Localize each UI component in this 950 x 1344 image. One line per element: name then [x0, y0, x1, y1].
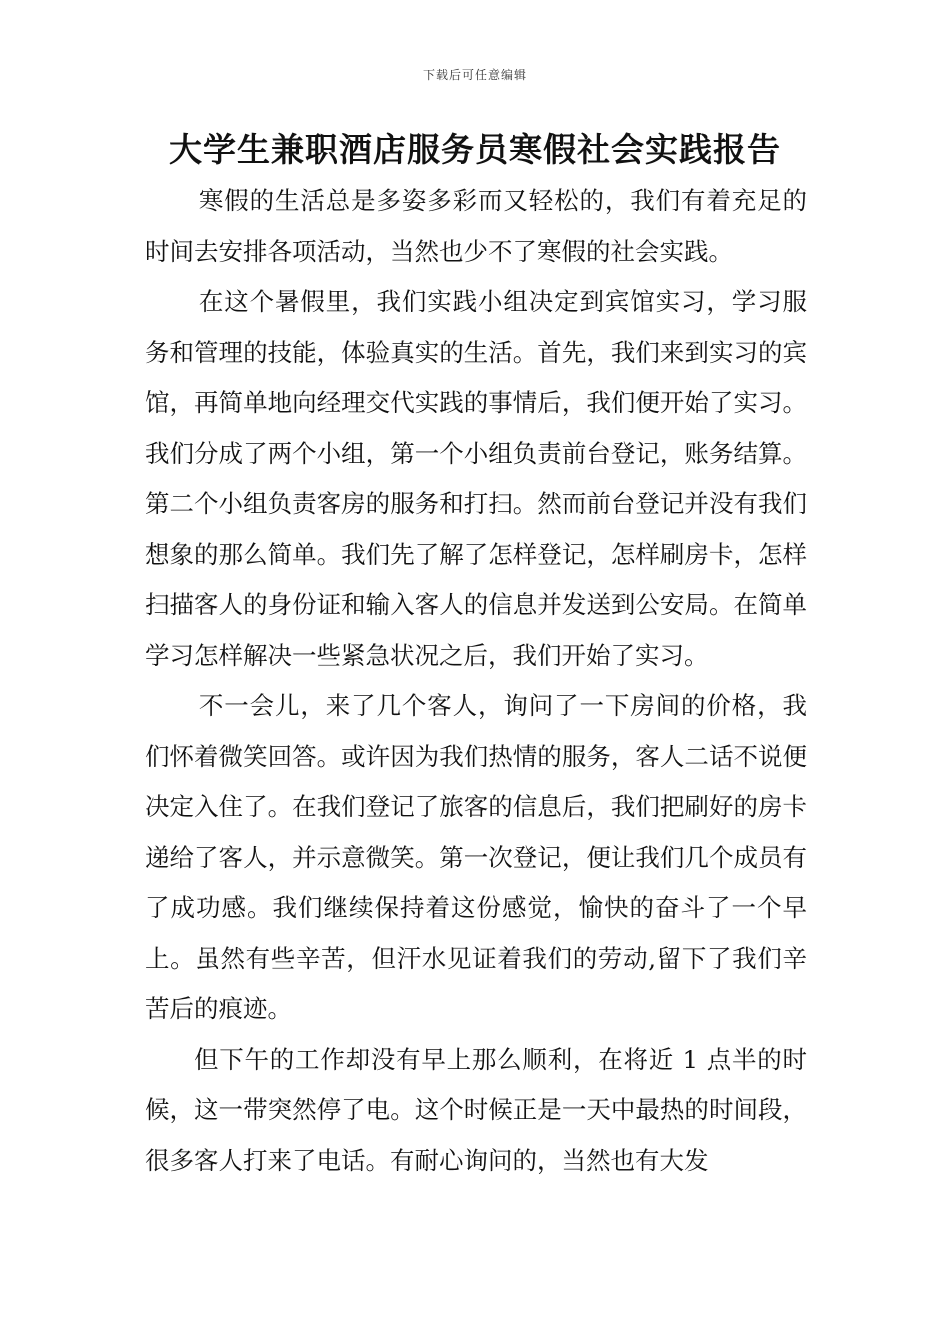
paragraph-1: 寒假的生活总是多姿多彩而又轻松的，我们有着充足的时间去安排各项活动，当然也少不了寒假的社会实践。 — [145, 186, 807, 266]
document-title: 大学生兼职酒店服务员寒假社会实践报告 — [169, 130, 781, 169]
header-note: 下载后可任意编辑 — [422, 68, 527, 82]
document-body — [145, 176, 807, 1186]
paragraph-2: 在这个暑假里，我们实践小组决定到宾馆实习，学习服务和管理的技能，体验真实的生活。首先，我们来到实习的宾馆，再简单地向经理交代实践的事情后，我们便开始了实习。我们分成了两个小组，第一个小组负责前台登记，账务结算。第二个小组负责客房的服务和打扫。然而前台登记并没有我们想象的那么简单。我们先了解了怎样登记，怎样刷房卡，怎样扫描客人的身份证和输入客人的信息并发送到公安局。在简单学习怎样解决一些紧急状况之后，我们开始了实习。 — [145, 287, 807, 670]
paragraph-3: 不一会儿，来了几个客人，询问了一下房间的价格，我们怀着微笑回答。或许因为我们热情的服务，客人二话不说便决定入住了。在我们登记了旅客的信息后，我们把刷好的房卡递给了客人，并示意微笑。第一次登记，便让我们几个成员有了成功感。我们继续保持着这份感觉，愉快的奋斗了一个早上。虽然有些辛苦，但汗水见证着我们的劳动,留下了我们辛苦后的痕迹。 — [145, 691, 807, 1023]
paragraph-4: 但下午的工作却没有早上那么顺利，在将近 1 点半的时候，这一带突然停了电。这个时候正是一天中最热的时间段，很多客人打来了电话。有耐心询问的，当然也有大发 — [145, 1044, 807, 1175]
